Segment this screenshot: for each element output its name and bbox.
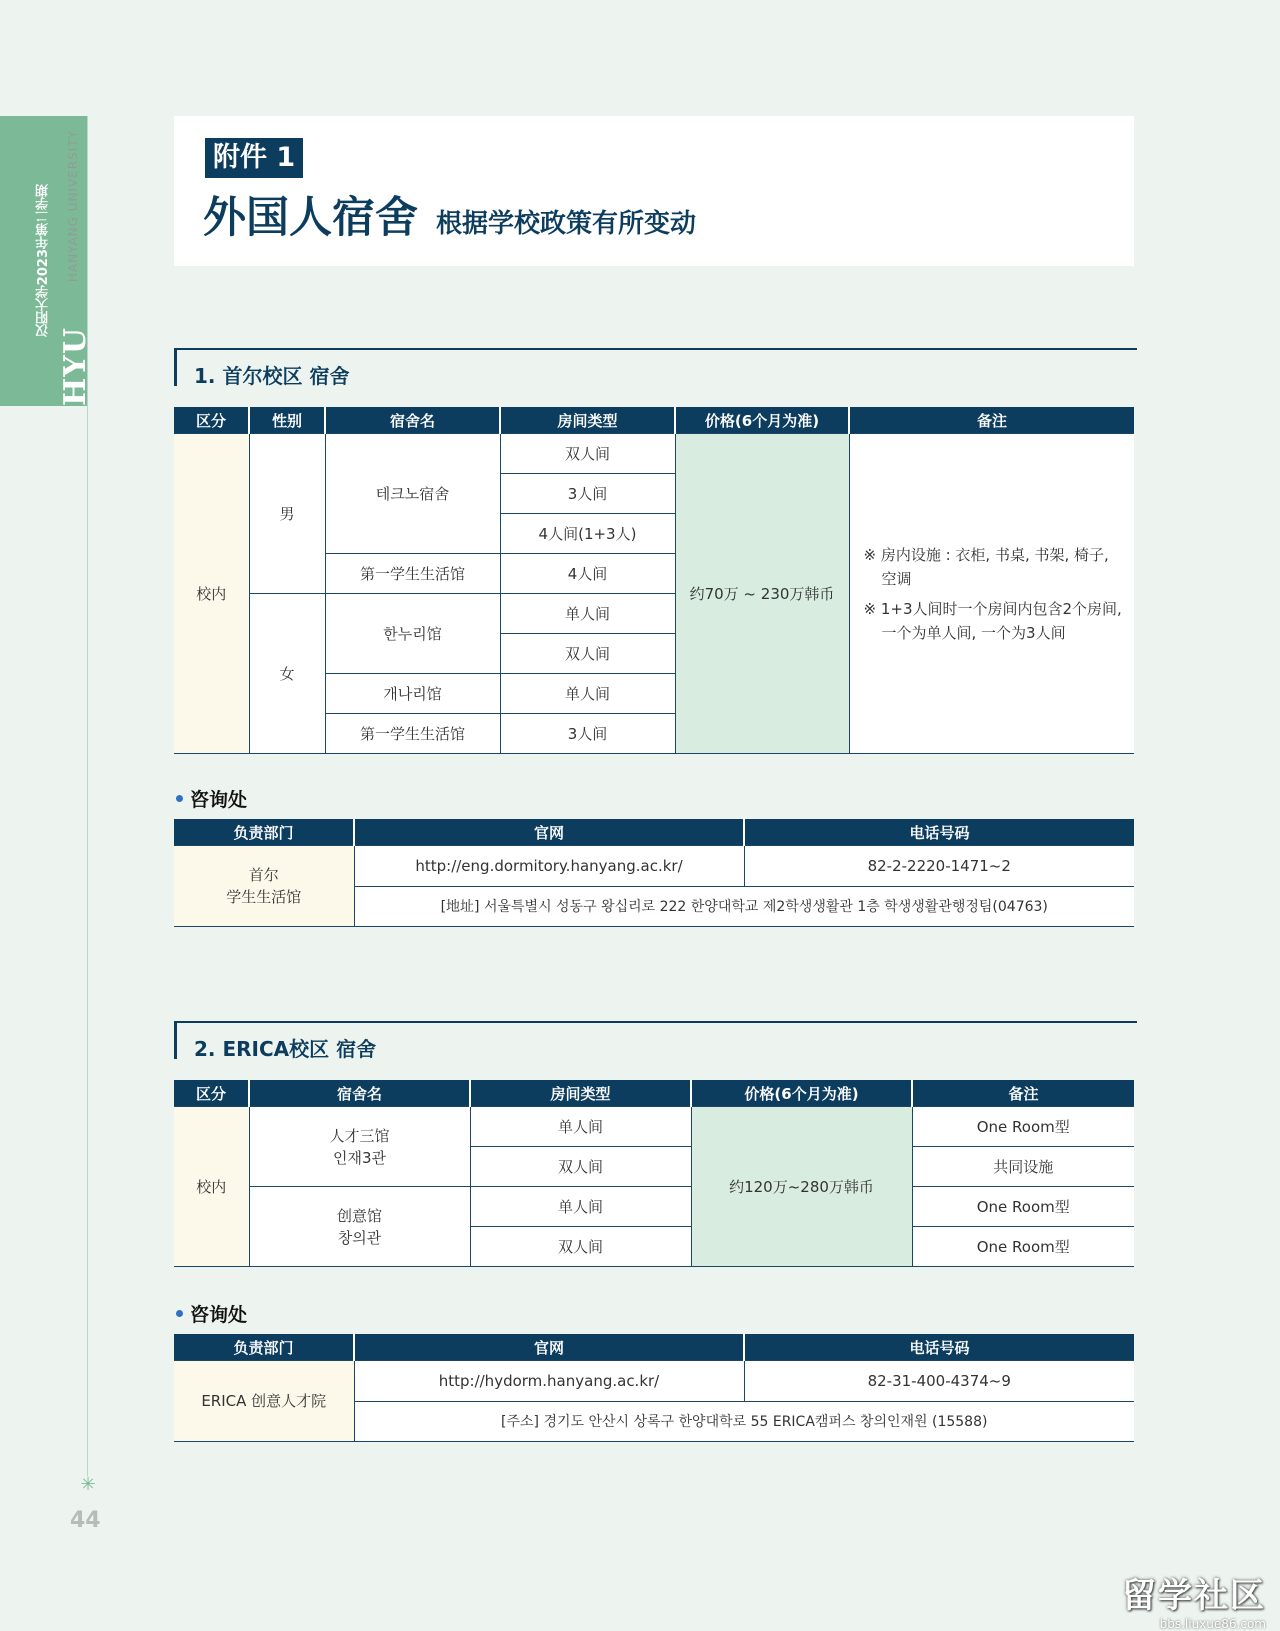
dorm-first-hall: 第一学生生活馆 <box>325 714 500 754</box>
watermark-logo: 留学社区 <box>1122 1576 1266 1616</box>
col-notes: 备注 <box>849 407 1134 434</box>
department-line: 首尔 <box>248 866 279 884</box>
room-type: 双人间 <box>470 1147 691 1187</box>
room-type: 3人间 <box>500 714 675 754</box>
price-cell: 约70万 ~ 230万韩币 <box>675 434 849 754</box>
dorm-name-cn: 人才三馆 <box>329 1126 390 1145</box>
col-dorm-name: 宿舍名 <box>325 407 500 434</box>
room-type: 单人间 <box>500 674 675 714</box>
col-phone: 电话号码 <box>744 1334 1134 1361</box>
col-department: 负责部门 <box>174 819 354 846</box>
dorm-hannuri: 한누리馆 <box>325 594 500 674</box>
note-item: ※ 1+3人间时一个房间内包含2个房间, 一个为单人间, 一个为3人间 <box>863 599 1122 642</box>
col-price: 价格(6个月为准) <box>675 407 849 434</box>
col-zone: 区分 <box>174 407 249 434</box>
col-department: 负责部门 <box>174 1334 354 1361</box>
col-zone: 区分 <box>174 1080 249 1107</box>
col-remarks: 备注 <box>912 1080 1134 1107</box>
remark: One Room型 <box>912 1107 1134 1147</box>
dorm-name-kr: 인재3관 <box>332 1148 386 1167</box>
zone-cell: 校内 <box>174 1107 249 1267</box>
page-title: 外国人宿舍 <box>203 193 418 243</box>
room-type: 4人间 <box>500 554 675 594</box>
dorm-first-hall: 第一学生生活馆 <box>325 554 500 594</box>
annex-badge: 附件 1 <box>205 138 303 178</box>
col-room-type: 房间类型 <box>470 1080 691 1107</box>
department-line: 学生生活馆 <box>226 888 302 906</box>
website-link[interactable]: http://eng.dormitory.hanyang.ac.kr/ <box>354 846 744 887</box>
dorm-name-cn: 创意馆 <box>336 1206 382 1225</box>
seoul-dorm-table <box>174 407 1134 754</box>
department-cell: ERICA 创意人才院 <box>174 1361 354 1442</box>
dorm-name-kr: 창의관 <box>337 1228 382 1247</box>
remark: One Room型 <box>912 1187 1134 1227</box>
remark: 共同设施 <box>912 1147 1134 1187</box>
erica-dorm-table <box>174 1080 1134 1267</box>
room-type: 单人间 <box>470 1107 691 1147</box>
section-heading-erica <box>174 1021 1137 1059</box>
department-cell <box>174 846 354 927</box>
gender-male: 男 <box>249 434 325 594</box>
website-link[interactable]: http://hydorm.hanyang.ac.kr/ <box>354 1361 744 1402</box>
university-name-text: HANYANG UNIVERSITY <box>66 130 80 283</box>
dorm-techno: 테크노宿舍 <box>325 434 500 554</box>
col-gender: 性别 <box>249 407 325 434</box>
room-type: 单人间 <box>500 594 675 634</box>
section-heading-text: 1. 首尔校区 宿舍 <box>194 364 350 388</box>
section-heading-seoul <box>174 348 1137 386</box>
university-name <box>64 130 82 310</box>
dorm-gaenari: 개나리馆 <box>325 674 500 714</box>
contact-heading-text: 咨询处 <box>190 789 248 811</box>
remark: One Room型 <box>912 1227 1134 1267</box>
room-type: 单人间 <box>470 1187 691 1227</box>
col-phone: 电话号码 <box>744 819 1134 846</box>
address-cell: [주소] 경기도 안산시 상록구 한양대학로 55 ERICA캠퍼스 창의인재원 (15588) <box>354 1402 1134 1442</box>
notes-cell <box>849 434 1134 754</box>
zone-cell: 校内 <box>174 434 249 754</box>
side-caption-text: 汉阳大学2023年第二学期 <box>35 184 51 338</box>
col-price: 价格(6个月为准) <box>691 1080 912 1107</box>
star-icon: ✳ <box>80 1474 96 1495</box>
col-website: 官网 <box>354 1334 744 1361</box>
bullet-icon <box>176 1310 183 1317</box>
room-type: 4人间(1+3人) <box>500 514 675 554</box>
side-vertical-caption <box>28 116 58 406</box>
erica-contact-table <box>174 1334 1134 1442</box>
address-cell: [地址] 서울특별시 성동구 왕십리로 222 한양대학교 제2학생생활관 1층 학생생활관행정팀(04763) <box>354 887 1134 927</box>
section-heading-text: 2. ERICA校区 宿舍 <box>194 1037 377 1061</box>
watermark-url: bbs.liuxue86.com <box>1159 1617 1266 1631</box>
room-type: 3人间 <box>500 474 675 514</box>
hyu-logo-text: HYU <box>57 327 93 406</box>
page-number: 44 <box>70 1508 101 1533</box>
phone-number: 82-2-2220-1471~2 <box>744 846 1134 887</box>
seoul-contact-table <box>174 819 1134 927</box>
col-dorm-name: 宿舍名 <box>249 1080 470 1107</box>
bullet-icon <box>176 795 183 802</box>
phone-number: 82-31-400-4374~9 <box>744 1361 1134 1402</box>
room-type: 双人间 <box>500 434 675 474</box>
dorm-talent-hall <box>249 1107 470 1187</box>
watermark <box>1122 1568 1266 1631</box>
contact-heading-erica <box>176 1300 247 1327</box>
contact-heading-seoul <box>176 785 247 812</box>
col-website: 官网 <box>354 819 744 846</box>
price-cell: 约120万~280万韩币 <box>691 1107 912 1267</box>
dorm-creative-hall <box>249 1187 470 1267</box>
col-room-type: 房间类型 <box>500 407 675 434</box>
page-subtitle: 根据学校政策有所变动 <box>436 209 697 239</box>
room-type: 双人间 <box>500 634 675 674</box>
gender-female: 女 <box>249 594 325 754</box>
note-item: ※ 房内设施 : 衣柜, 书桌, 书架, 椅子, 空调 <box>863 545 1109 588</box>
room-type: 双人间 <box>470 1227 691 1267</box>
contact-heading-text: 咨询处 <box>190 1304 248 1326</box>
